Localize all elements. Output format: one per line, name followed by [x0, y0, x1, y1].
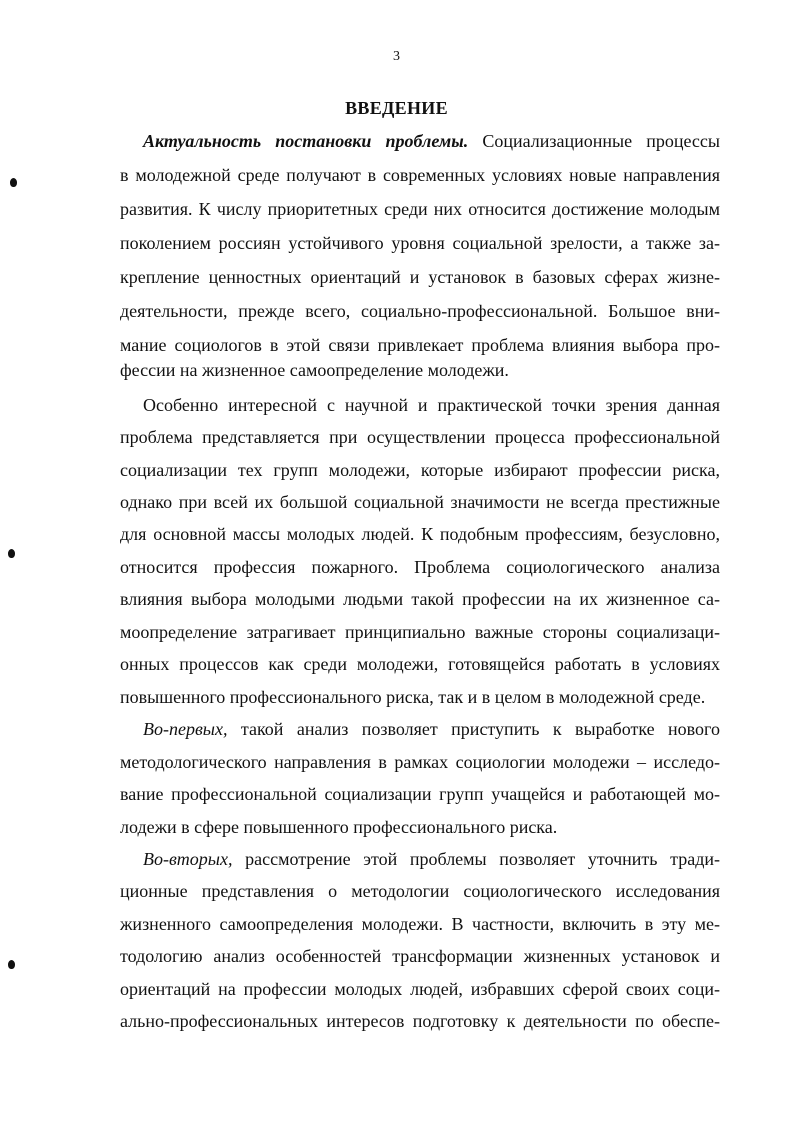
- section-heading: ВВЕДЕНИЕ: [345, 98, 448, 118]
- paragraph-4-lead: Во-вторых,: [143, 849, 233, 869]
- paragraph-3-line-4: лодежи в сфере повышенного профессионального риска.: [120, 817, 558, 837]
- paragraph-2-line-9: онных процессов как среди молодежи, готовящейся работать в условиях: [120, 654, 720, 674]
- paragraph-2-line-2: проблема представляется при осуществлении процесса профессиональной: [120, 427, 720, 447]
- paragraph-1-line-1: [143, 128, 720, 154]
- paragraph-1-line-3: развития. К числу приоритетных среди них относится достижение молодым: [120, 199, 720, 219]
- paragraph-1-line-7: мание социологов в этой связи привлекает проблема влияния выбора про-: [120, 335, 720, 355]
- paragraph-2-line-8: моопределение затрагивает принципиально важные стороны социализаци-: [120, 622, 720, 642]
- paragraph-4-line-1-text: рассмотрение этой проблемы позволяет уточнить тради-: [232, 849, 720, 869]
- paragraph-4-line-2: ционные представления о методологии социологического исследования: [120, 881, 720, 901]
- paragraph-2-line-5: для основной массы молодых людей. К подобным профессиям, безусловно,: [120, 524, 720, 544]
- paragraph-3-line-3: вание профессиональной социализации групп учащейся и работающей мо-: [120, 784, 720, 804]
- paragraph-1-line-1-text: Социализационные процессы: [468, 131, 720, 151]
- paragraph-3-line-1-text: такой анализ позволяет приступить к выработке нового: [227, 719, 720, 739]
- paragraph-1-line-2: в молодежной среде получают в современных условиях новые направления: [120, 165, 720, 185]
- paragraph-4-line-4: тодологию анализ особенностей трансформации жизненных установок и: [120, 946, 720, 966]
- paragraph-4-line-5: ориентаций на профессии молодых людей, избравших сферой своих соци-: [120, 979, 720, 999]
- paragraph-2-line-7: влияния выбора молодыми людьми такой профессии на их жизненное са-: [120, 589, 720, 609]
- paragraph-2-line-10: повышенного профессионального риска, так и в целом в молодежной среде.: [120, 687, 706, 707]
- paragraph-1-lead: Актуальность постановки проблемы.: [143, 131, 469, 151]
- paragraph-1-line-6: деятельности, прежде всего, социально-профессиональной. Большое вни-: [120, 301, 720, 321]
- page-number: 3: [393, 49, 400, 64]
- paragraph-3-lead: Во-первых,: [143, 719, 228, 739]
- binding-mark: [8, 549, 15, 558]
- paragraph-2-line-3: социализации тех групп молодежи, которые избирают профессии риска,: [120, 460, 720, 480]
- paragraph-1-line-5: крепление ценностных ориентаций и установок в базовых сферах жизне-: [120, 267, 720, 287]
- paragraph-4-line-6: ально-профессиональных интересов подготовку к деятельности по обеспе-: [120, 1011, 720, 1031]
- binding-mark: [8, 960, 15, 969]
- paragraph-3-line-1: [143, 716, 720, 742]
- paragraph-2-line-1: Особенно интересной с научной и практической точки зрения данная: [143, 395, 720, 415]
- paragraph-3-line-2: методологического направления в рамках социологии молодежи – исследо-: [120, 752, 720, 772]
- paragraph-2-line-4: однако при всей их большой социальной значимости не всегда престижные: [120, 492, 720, 512]
- paragraph-4-line-3: жизненного самоопределения молодежи. В частности, включить в эту ме-: [120, 914, 720, 934]
- paragraph-4-line-1: [143, 846, 720, 872]
- binding-mark: [10, 178, 17, 187]
- paragraph-1-line-4: поколением россиян устойчивого уровня социальной зрелости, а также за-: [120, 233, 720, 253]
- paragraph-2-line-6: относится профессия пожарного. Проблема социологического анализа: [120, 557, 720, 577]
- paragraph-1-line-8: фессии на жизненное самоопределение молодежи.: [120, 360, 509, 380]
